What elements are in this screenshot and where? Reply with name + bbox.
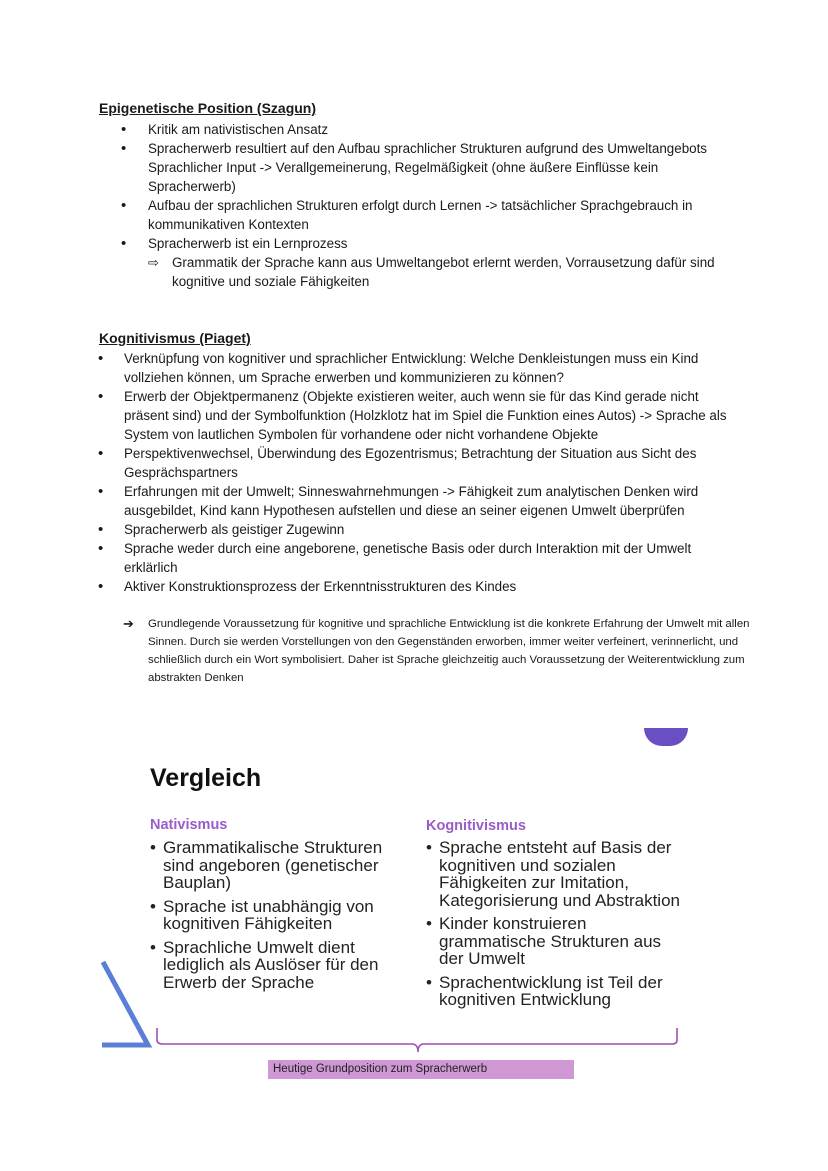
semicircle-decoration [644,728,688,746]
nativismus-heading: Nativismus [150,817,228,833]
sub-list-item [120,253,730,291]
list-item: • Sprache ist unabhängig von kognitiven Fähigkeiten [150,898,412,933]
list-item: • Sprache weder durch eine angeborene, genetische Basis oder durch Interaktion mit der Umwelt erklärlich [97,539,737,577]
list-item: • Kinder konstruieren grammatische Strukturen aus der Umwelt [426,915,686,968]
arrow-right-outline-icon: ⇨ [148,255,159,270]
list-item [120,139,730,196]
list-item: • Verknüpfung von kognitiver und sprachlicher Entwicklung: Welche Denkleistungen muss ein Kind vollziehen können, um Sprache erwerben und kommunizieren zu können? [97,349,737,387]
kognitivismus-compare-list [426,839,686,1015]
list-item: • Spracherwerb ist ein Lernprozess [120,234,730,253]
list-item: • Spracherwerb als geistiger Zugewinn [97,520,737,539]
list-item: • Sprache entsteht auf Basis der kognitiven und sozialen Fähigkeiten zur Imitation, Kategorisierung und Abstraktion [426,839,686,909]
nativismus-list [150,839,412,997]
epigenetic-title: Epigenetische Position (Szagun) [99,100,317,116]
list-item: • Perspektivenwechsel, Überwindung des Egozentrismus; Betrachtung der Situation aus Sicht des Gesprächspartners [97,444,737,482]
list-item-text: Spracherwerb resultiert auf den Aufbau sprachlicher Strukturen aufgrund des Umweltangebots [148,141,707,156]
kognitivismus-list [97,349,737,596]
list-item: • Grammatikalische Strukturen sind angeboren (genetischer Bauplan) [150,839,412,892]
epigenetic-list [120,120,730,291]
list-item: • Erfahrungen mit der Umwelt; Sinneswahrnehmungen -> Fähigkeit zum analytischen Denken wird ausgebildet, Kind kann Hypothesen aufstellen und diese an seiner eigenen Umwelt überprüfen [97,482,737,520]
triangle-decoration [100,960,156,1050]
conclusion [123,615,758,687]
vergleich-title: Vergleich [150,764,262,792]
list-item: • Sprachliche Umwelt dient lediglich als Auslöser für den Erwerb der Sprache [150,939,412,992]
kognitivismus-title: Kognitivismus (Piaget) [99,330,251,346]
list-item: • Erwerb der Objektpermanenz (Objekte existieren weiter, auch wenn sie für das Kind gerade nicht präsent sind) und der Symbolfunktion (Holzklotz hat im Spiel die Funktion eines Autos) -> Sprache als System von lautlichen Symbolen für vorhandene oder nicht vorhandene Objekte [97,387,737,444]
list-item: • Sprachentwicklung ist Teil der kognitiven Entwicklung [426,974,686,1009]
caption-band: Heutige Grundposition zum Spracherwerb [268,1060,574,1079]
conclusion-text: Grundlegende Voraussetzung für kognitive und sprachliche Entwicklung ist die konkrete Erfahrung der Umwelt mit allen Sinnen. Durch sie werden Vorstellungen von den Gegenständen erworben, immer weiter verfeinert, verinnerlicht, und schließlich durch ein Wort symbolisiert. Daher ist Sprache gleichzeitig auch Voraussetzung der Weiterentwicklung zum abstrakten Denken [148,618,750,684]
list-item-text: Sprachlicher Input -> Verallgemeinerung, Regelmäßigkeit (ohne äußere Einflüsse kein Spracherwerb) [148,160,659,194]
kognitivismus-heading: Kognitivismus [426,818,526,834]
sub-text: Grammatik der Sprache kann aus Umweltangebot erlernt werden, Vorrausetzung dafür sind kognitive und soziale Fähigkeiten [172,255,715,289]
list-item: • Aktiver Konstruktionsprozess der Erkenntnisstrukturen des Kindes [97,577,737,596]
list-item: • Kritik am nativistischen Ansatz [120,120,730,139]
list-item: • Aufbau der sprachlichen Strukturen erfolgt durch Lernen -> tatsächlicher Sprachgebrauch in kommunikativen Kontexten [120,196,730,234]
arrow-right-icon: ➔ [123,616,134,631]
brace-decoration [155,1026,680,1058]
